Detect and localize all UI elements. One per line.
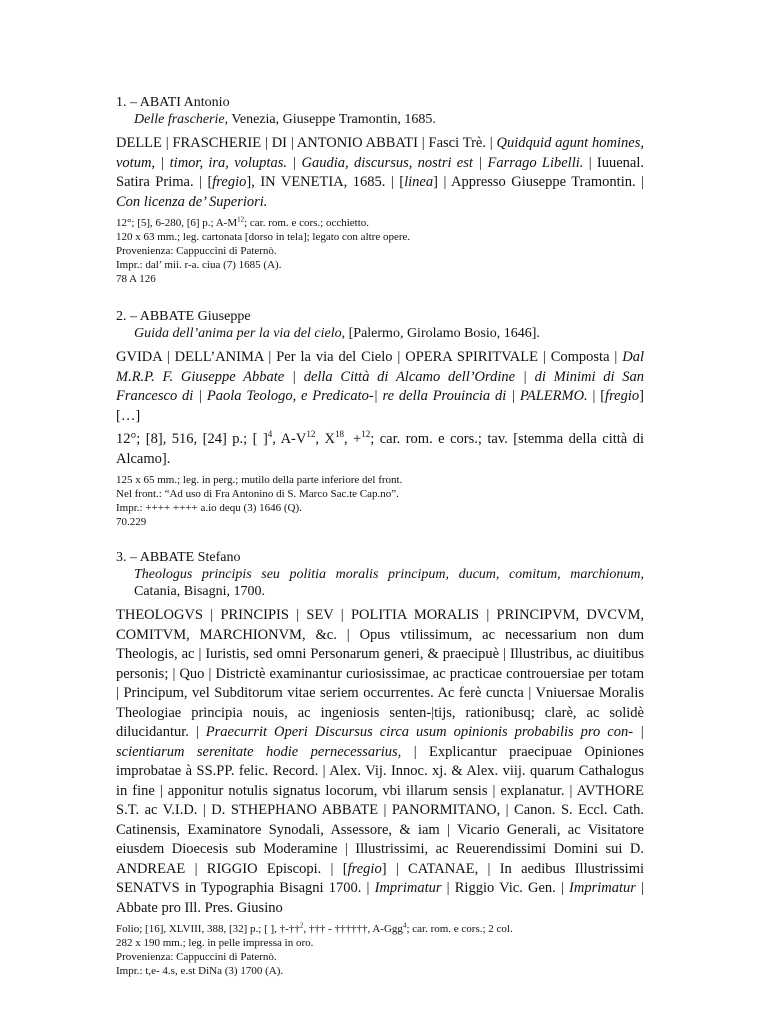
italic-run: Dal M.R.P. F. Giuseppe Abbate | della Città di Alcamo dell’Ordine | di Minimi di San Francesco di | Paola Teologo, e Predicato-| re della Prouincia di | PALERMO. <box>116 349 644 404</box>
collation-run: , A-V <box>272 431 307 447</box>
italic-run: Imprimatur <box>374 880 442 896</box>
italic-run: Quidquid agunt homines, votum, | timor, ira, voluptas. | Gaudia, discursus, nostri est | Farrago Libelli. <box>116 135 644 171</box>
short-title-imprint: Catania, Bisagni, 1700. <box>134 584 266 599</box>
note-line: Impr.: ++++ ++++ a.io dequ (3) 1646 (Q). <box>116 502 302 514</box>
roman-run: ] | Appresso Giuseppe Tramontin. | <box>433 174 644 190</box>
catalogue-entry-1 <box>116 94 644 286</box>
entry-heading: 3. – ABBATE Stefano <box>116 550 241 565</box>
title-transcription <box>116 348 644 426</box>
entry-short-title <box>116 325 644 342</box>
signature-superscript: 18 <box>334 429 344 440</box>
signature-superscript: 2 <box>299 921 304 930</box>
collation-run: 12°; [8], 516, [24] p.; [ ] <box>116 431 268 447</box>
roman-run: | Iuuenal. Satira Prima. | [ <box>116 154 644 190</box>
catalogue-page <box>116 94 644 1000</box>
italic-run: Imprimatur <box>569 880 636 896</box>
signature-superscript: 4 <box>267 429 273 440</box>
entry-short-title <box>116 566 644 600</box>
roman-run: THEOLOGVS | PRINCIPIS | SEV | POLITIA MORALIS | PRINCIPVM, DVCVM, COMITVM, MARCHIONVM, &c. | Opus vtilissimum, ac necessarium non dum Theologis, ac | Iuristis, sed omni Personarum generi, & praecipuè | Illustribus, ac diuitibus personis; | Quo | Districtè examinantur curiosissimae, ac practicae controuersiae per totam | Principum, vel Subditorum vitae seriem occurrentes. Ac ferè cuncta | Vniuersae Moralis Theologiae principia nouis, ac ingeniosis senten-|tijs, rationibusq; clarè, ac solidè dilucidantur. | <box>116 607 644 740</box>
collation-run: , X <box>315 431 335 447</box>
collation-run: , + <box>343 431 362 447</box>
collation <box>116 430 644 469</box>
shelfmark: 70.229 <box>116 516 147 528</box>
roman-run: | Riggio Vic. Gen. | <box>441 880 570 896</box>
italic-run: fregio <box>605 388 640 404</box>
collation: 12°; [5], 6-280, [6] p.; $A-M^{12}$; car. rom. e cors.; occhietto. <box>116 215 370 229</box>
note-line: Impr.: dal’ mii. r-a. ciua (7) 1685 (A). <box>116 259 282 271</box>
collation-run: ; car. rom. e cors.; 2 col. <box>406 923 513 935</box>
short-title-italic: Delle frascherie <box>134 112 225 127</box>
short-title-italic: Guida dell’anima per la via del cielo <box>134 326 342 341</box>
catalogue-entry-2 <box>116 308 644 529</box>
signature-superscript: 12 <box>361 429 371 440</box>
roman-run: ], IN VENETIA, 1685. | [ <box>246 174 405 190</box>
entry-short-title <box>116 111 644 128</box>
italic-run: Con licenza de’ Superiori. <box>116 193 268 210</box>
short-title-imprint: , [Palermo, Girolamo Bosio, 1646]. <box>341 326 540 341</box>
note-line: Provenienza: Cappuccini di Paternò. <box>116 951 277 963</box>
catalogue-entry-3 <box>116 549 644 978</box>
note-line: Impr.: t,e- 4.s, e.st DiNa (3) 1700 (A). <box>116 965 284 977</box>
signature-superscript: 12 <box>306 429 316 440</box>
entry-heading: 2. – ABBATE Giuseppe <box>116 309 251 324</box>
italic-run: linea <box>404 174 434 190</box>
italic-run: Praecurrit Operi Discursus circa usum opinionis probabilis pro con- | scientiarum serenitate hodie pernecessarius, <box>116 724 645 760</box>
note-line: 282 x 190 mm.; leg. in pelle impressa in oro. <box>116 937 314 949</box>
collation-run: ; car. rom. e cors.; tav. [stemma della città di Alcamo]. <box>116 431 644 467</box>
collation <box>116 922 644 936</box>
roman-run: | Explicantur praecipuae Opiniones improbatae à SS.PP. felic. Record. | Alex. Vij. Innoc. xj. & Alex. viij. quarum Cathalogus in fine | apponitur notulis signatus locorum, vbi illarum sensis | explanatur. | AVTHORE S.T. ac V.I.D. | D. STHEPHANO ABBATE | PANORMITANO, | Canon. S. Eccl. Cath. Catinensis, Examinatore Synodali, Assessore, & iam | Vicario Generali, ac Visitatore eiusdem Dioecesis sub Moderamine | Illustrissimi, ac Reuerendissimi Domini sui D. ANDREAE | RIGGIO Episcopi. | [ <box>116 743 644 877</box>
note-line: Nel front.: “Ad uso di Fra Antonino di S. Marco Sac.te Cap.no”. <box>116 488 399 500</box>
collation-run: , ††† - ††††††, A-Ggg <box>303 923 403 935</box>
shelfmark: 78 A 126 <box>116 273 156 285</box>
signature-superscript: 4 <box>402 921 407 930</box>
note-line: 120 x 63 mm.; leg. cartonata [dorso in tela]; legato con altre opere. <box>116 231 411 243</box>
collation-run: Folio; [16], XLVIII, 388, [32] p.; [ ], †-†† <box>116 923 300 935</box>
roman-run: | [ <box>587 388 606 404</box>
roman-run: ] […] <box>116 388 644 424</box>
italic-run: fregio <box>212 174 247 190</box>
short-title-imprint: , Venezia, Giuseppe Tramontin, 1685. <box>224 112 436 127</box>
roman-run: ] | CATANAE, | In aedibus Illustrissimi SENATVS in Typographia Bisagni 1700. | <box>116 860 644 896</box>
title-transcription <box>116 134 644 212</box>
roman-run: DELLE | FRASCHERIE | DI | ANTONIO ABBATI | Fasci Trè. | <box>116 135 497 151</box>
note-line: 125 x 65 mm.; leg. in perg.; mutilo della parte inferiore del front. <box>116 474 403 486</box>
note-line: Provenienza: Cappuccini di Paternò. <box>116 245 277 257</box>
roman-run: GVIDA | DELL’ANIMA | Per la via del Cielo | OPERA SPIRITVALE | Composta | <box>116 349 623 365</box>
short-title-italic: Theologus principis seu politia moralis principum, ducum, comitum, marchionum, <box>134 567 644 582</box>
entry-heading: 1. – ABATI Antonio <box>116 95 230 110</box>
italic-run: fregio <box>347 860 382 877</box>
title-transcription <box>116 606 644 918</box>
roman-run: | Abbate pro Ill. Pres. Giusino <box>116 880 644 916</box>
